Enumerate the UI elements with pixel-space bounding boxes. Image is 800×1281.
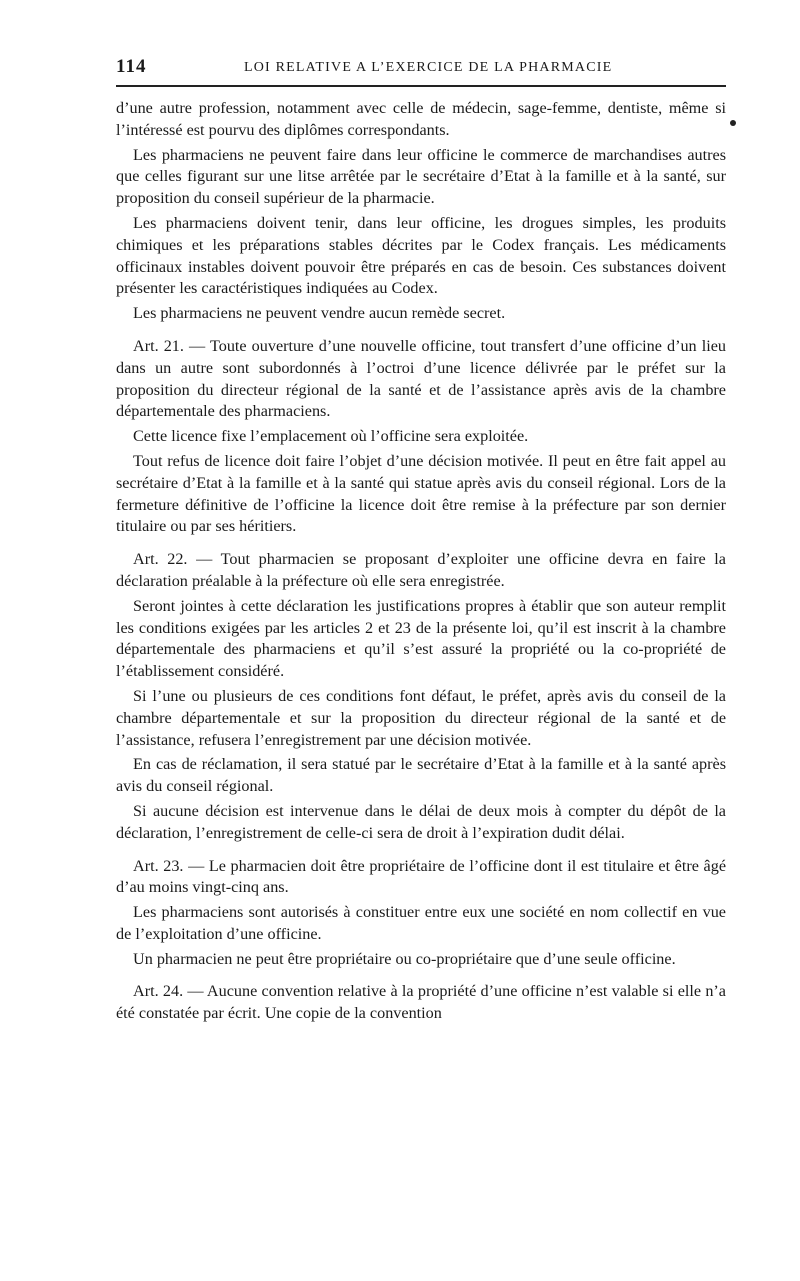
paragraph: Les pharmaciens ne peuvent vendre aucun remède secret.: [133, 304, 506, 323]
article-24: Art. 24. — Aucune convention relative à la propriété d’une officine n’est valable si elle n’a été constatée par écrit. Une copie de la convention: [116, 982, 726, 1023]
paragraph-continuation: d’une autre profession, notamment avec celle de médecin, sage-femme, dentiste, même si l’intéressé est pourvu des diplômes correspondants.: [116, 99, 726, 139]
ink-speck: [730, 120, 736, 126]
header-rule: [116, 85, 726, 87]
paragraph: Les pharmaciens doivent tenir, dans leur officine, les drogues simples, les produits chimiques et les préparations stables décrites par le Codex français. Les médicaments officinaux instables doivent pouvoir être préparés en cas de besoin. Ces substances doivent présenter les caractéristiques indiquées au Codex.: [116, 213, 726, 298]
paragraph: Tout refus de licence doit faire l’objet d’une décision motivée. Il peut en être fait appel au secrétaire d’Etat à la famille et à la santé qui statue après avis du conseil régional. Lors de la fermeture définitive de l’officine la licence doit être remise à la préfecture par son dernier titulaire ou par ses héritiers.: [116, 451, 726, 536]
paragraph: Si aucune décision est intervenue dans le délai de deux mois à compter du dépôt de la déclaration, l’enregistrement de celle-ci sera de droit à l’expiration dudit délai.: [116, 801, 726, 842]
paragraph: Si l’une ou plusieurs de ces conditions font défaut, le préfet, après avis du conseil de la chambre départementale et sur la proposition du directeur régional de la santé et de l’assistance, refusera l’enregistrement par une décision motivée.: [116, 686, 726, 749]
page-number: 114: [116, 56, 147, 77]
article-23: Art. 23. — Le pharmacien doit être propriétaire de l’officine dont il est titulaire et être âgé d’au moins vingt-cinq ans.: [116, 856, 726, 897]
body-text: [116, 98, 726, 1028]
page-header: [116, 52, 726, 82]
paragraph: En cas de réclamation, il sera statué par le secrétaire d’Etat à la famille et à la santé après avis du conseil régional.: [116, 755, 726, 796]
article-22: Art. 22. — Tout pharmacien se proposant d’exploiter une officine devra en faire la déclaration préalable à la préfecture où elle sera enregistrée.: [116, 550, 726, 590]
running-title: LOI RELATIVE A L’EXERCICE DE LA PHARMACIE: [244, 60, 613, 75]
paragraph: Cette licence fixe l’emplacement où l’officine sera exploitée.: [133, 427, 529, 446]
paragraph: Seront jointes à cette déclaration les justifications propres à établir que son auteur remplit les conditions exigées par les articles 2 et 23 de la présente loi, qu’il est inscrit à la chambre départementale des pharmaciens et qu’il s’est assuré la propriété ou la co-propriété de l’établissement considéré.: [116, 596, 726, 681]
paragraph: Les pharmaciens ne peuvent faire dans leur officine le commerce de marchandises autres que celles figurant sur une litse arrêtée par le secrétaire d’Etat à la famille et à la santé, sur proposition du conseil supérieur de la pharmacie.: [116, 145, 726, 208]
paragraph: Un pharmacien ne peut être propriétaire ou co-propriétaire que d’une seule officine.: [133, 949, 676, 968]
article-21: Art. 21. — Toute ouverture d’une nouvelle officine, tout transfert d’une officine d’un lieu dans un autre sont subordonnés à l’octroi d’une licence délivrée par le préfet sur la proposition du directeur régional de la santé et de l’assistance après avis de la chambre départementale des pharmaciens.: [116, 336, 726, 421]
paragraph: Les pharmaciens sont autorisés à constituer entre eux une société en nom collectif en vue de l’exploitation d’une officine.: [116, 903, 726, 943]
